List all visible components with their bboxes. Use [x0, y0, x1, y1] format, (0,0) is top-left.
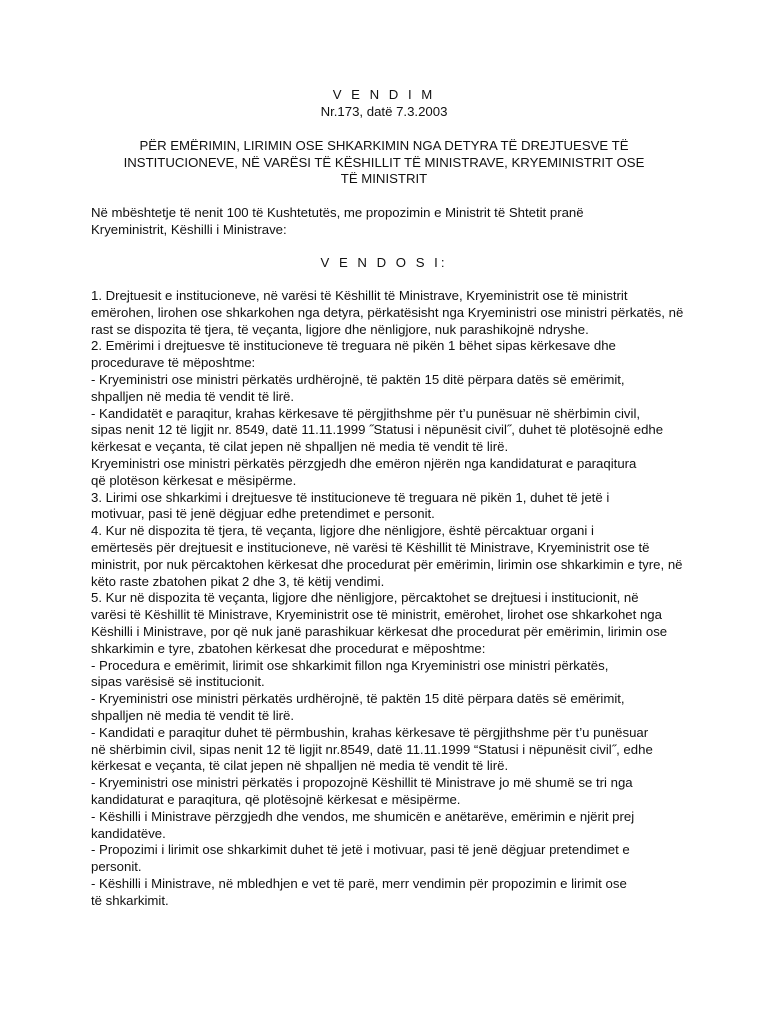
subject-line: PËR EMËRIMIN, LIRIMIN OSE SHKARKIMIN NGA DETYRA TË DREJTUESVE TË [139, 138, 629, 153]
body-line: rast se dispozita të tjera, të veçanta, ligjore dhe nënligjore, nuk parashikojnë ndryshe. [91, 321, 589, 337]
body-line: - Kryeministri ose ministri përkatës urdhërojnë, të paktën 15 ditë përpara datës së emërimit, [91, 371, 625, 387]
body-line: - Kandidatët e paraqitur, krahas kërkesave të përgjithshme për t’u punësuar në shërbimin civil, [91, 405, 641, 421]
body-line: - Procedura e emërimit, lirimit ose shkarkimit fillon nga Kryeministri ose ministri përkatës, [91, 657, 609, 673]
preamble-line: Kryeministrit, Këshilli i Ministrave: [91, 221, 287, 237]
body-line: të shkarkimit. [91, 892, 169, 908]
document-header [0, 87, 768, 120]
body-line: emërohen, lirohen ose shkarkohen nga detyra, përkatësisht nga Kryeministri ose ministri përkatës, në [91, 304, 684, 320]
body-line: 3. Lirimi ose shkarkimi i drejtuesve të institucioneve të treguara në pikën 1, duhet të jetë i [91, 489, 610, 505]
body-line: emërtesës për drejtuesit e institucioneve, në varësi të Këshillit të Ministrave, Kryeministrit ose të [91, 539, 650, 555]
body-line: 5. Kur në dispozita të veçanta, ligjore dhe nënligjore, përcaktohet se drejtuesi i institucionit, në [91, 590, 639, 606]
body-line: shpalljen në media të vendit të lirë. [91, 707, 295, 723]
body-line: në shërbimin civil, sipas nenit 12 të ligjit nr.8549, datë 11.11.1999 “Statusi i nëpunësit civil˝, edhe [91, 741, 653, 757]
document-title: V E N D I M [332, 87, 436, 102]
body-line: Këshilli i Ministrave, por që nuk janë parashikuar kërkesat dhe procedurat për emërimin, lirimin ose [91, 623, 668, 639]
body-line: personit. [91, 859, 142, 875]
document-number-date: Nr.173, datë 7.3.2003 [320, 103, 448, 119]
body-line: shkarkimin e tyre, zbatohen kërkesat dhe procedurat e mëposhtme: [91, 640, 486, 656]
body-line: kërkesat e veçanta, të cilat jepen në shpalljen në media të vendit të lirë. [91, 439, 509, 455]
body-line: ministrit, por nuk përcaktohen kërkesat dhe procedurat për emërimin, lirimin ose shkarkimin e tyre, në [91, 556, 683, 572]
preamble-line: Në mbështetje të nenit 100 të Kushtetutës, me propozimin e Ministrit të Shtetit pranë [91, 205, 584, 220]
body-line: kandidaturat e paraqitura, që plotësojnë kërkesat e mësipërme. [91, 791, 461, 807]
subject-line: INSTITUCIONEVE, NË VARËSI TË KËSHILLIT TË MINISTRAVE, KRYEMINISTRIT OSE [123, 154, 645, 170]
body-line: - Këshilli i Ministrave, në mbledhjen e vet të parë, merr vendimin për propozimin e lirimit ose [91, 875, 627, 891]
body-line: motivuar, pasi të jenë dëgjuar edhe pretendimet e personit. [91, 506, 435, 522]
body-line: - Kandidati e paraqitur duhet të përmbushin, krahas kërkesave të përgjithshme për t’u punësuar [91, 724, 649, 740]
body-line: 1. Drejtuesit e institucioneve, në varësi të Këshillit të Ministrave, Kryeministrit ose të ministrit [91, 288, 628, 303]
body-line: - Propozimi i lirimit ose shkarkimit duhet të jetë i motivuar, pasi të jenë dëgjuar pretendimet e [91, 842, 630, 858]
body-line: - Kryeministri ose ministri përkatës urdhërojnë, të paktën 15 ditë përpara datës së emërimit, [91, 691, 625, 707]
body-line: Kryeministri ose ministri përkatës përzgjedh dhe emëron njërën nga kandidaturat e paraqitura [91, 455, 637, 471]
document-subject [0, 138, 768, 188]
body-line: varësi të Këshillit të Ministrave, Kryeministrit ose të ministrit, emërohet, lirohet ose shkarkohet nga [91, 607, 662, 623]
body-line: procedurave të mëposhtme: [91, 355, 256, 371]
body-line: kandidatëve. [91, 825, 166, 841]
document-body [91, 288, 691, 909]
preamble [91, 205, 691, 238]
body-line: - Këshilli i Ministrave përzgjedh dhe vendos, me shumicën e anëtarëve, emërimin e njërit prej [91, 808, 635, 824]
body-line: sipas varësisë së institucionit. [91, 674, 265, 690]
body-line: - Kryeministri ose ministri përkatës i propozojnë Këshillit të Ministrave jo më shumë se tri nga [91, 775, 633, 791]
body-line: kërkesat e veçanta, të cilat jepen në shpalljen në media të vendit të lirë. [91, 758, 509, 774]
subject-line: TË MINISTRIT [340, 171, 428, 186]
body-line: sipas nenit 12 të ligjit nr. 8549, datë 11.11.1999 ˝Statusi i nëpunësit civil˝, duhet të plotësojnë edhe [91, 422, 664, 438]
body-line: shpalljen në media të vendit të lirë. [91, 388, 295, 404]
body-line: këto raste zbatohen pikat 2 dhe 3, të këtij vendimi. [91, 573, 385, 589]
body-line: 4. Kur në dispozita të tjera, të veçanta, ligjore dhe nënligjore, është përcaktuar organi i [91, 523, 594, 539]
body-line: 2. Emërimi i drejtuesve të institucioneve të treguara në pikën 1 bëhet sipas kërkesave dhe [91, 338, 616, 354]
vendosi-heading: V E N D O S I: [320, 255, 448, 270]
body-line: që plotëson kërkesat e mësipërme. [91, 472, 297, 488]
